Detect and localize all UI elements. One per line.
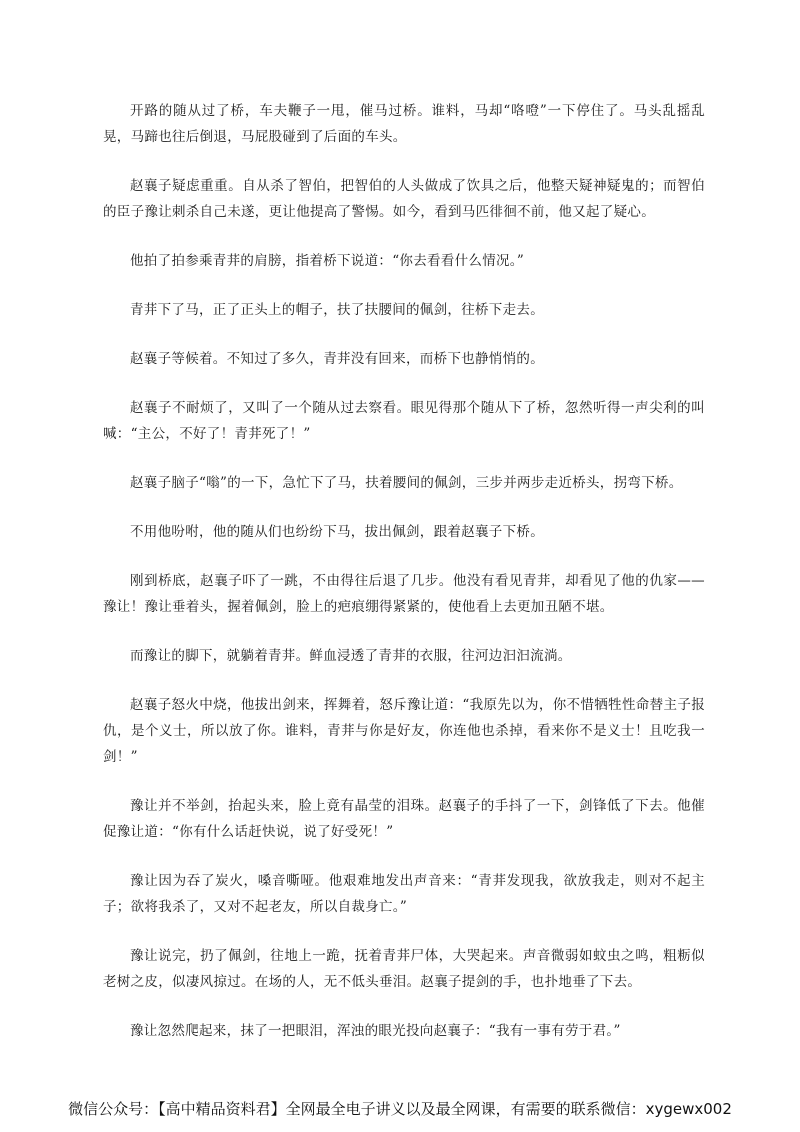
paragraph-7: 赵襄子脑子“嗡”的一下，急忙下了马，扶着腰间的佩剑，三步并两步走近桥头，拐弯下桥。 bbox=[130, 475, 683, 491]
paragraph-10: 而豫让的脚下，就躺着青荓。鲜血浸透了青荓的衣服，往河边汩汩流淌。 bbox=[130, 648, 572, 664]
paragraph-5: 赵襄子等候着。不知过了多久，青荓没有回来，而桥下也静悄悄的。 bbox=[130, 351, 544, 367]
paragraph-9: 刚到桥底，赵襄子吓了一跳，不由得往后退了几步。他没有看见青荓，却看见了他的仇家——豫让！豫让垂着头，握着佩剑，脸上的疤痕绷得紧紧的，使他看上去更加丑陋不堪。 bbox=[103, 573, 705, 615]
paragraph-15: 豫让忽然爬起来，抹了一把眼泪，浑浊的眼光投向赵襄子：“我有一事有劳于君。” bbox=[130, 1023, 621, 1039]
paragraph-8: 不用他吩咐，他的随从们也纷纷下马，拔出佩剑，跟着赵襄子下桥。 bbox=[130, 524, 544, 540]
paragraph-14: 豫让说完，扔了佩剑，往地上一跪，抚着青荓尸体，大哭起来。声音微弱如蚊虫之鸣，粗粝似老树之皮，似凄风掠过。在场的人，无不低头垂泪。赵襄子提剑的手，也扑地垂了下去。 bbox=[103, 948, 705, 990]
footer-watermark-text: 微信公众号：【高中精品资料君】全网最全电子讲义以及最全网课，有需要的联系微信：xygewx002 bbox=[68, 1100, 732, 1118]
paragraph-11: 赵襄子怒火中烧，他拔出剑来，挥舞着，怒斥豫让道：“我原先以为，你不惜牺牲性命替主子报仇，是个义士，所以放了你。谁料，青荓与你是好友，你连他也杀掉，看来你不是义士！且吃我一剑！” bbox=[103, 697, 705, 765]
paragraph-2: 赵襄子疑虑重重。自从杀了智伯，把智伯的人头做成了饮具之后，他整天疑神疑鬼的；而智伯的臣子豫让刺杀自己未遂，更让他提高了警惕。如今，看到马匹徘徊不前，他又起了疑心。 bbox=[103, 178, 705, 220]
paragraph-4: 青荓下了马，正了正头上的帽子，扶了扶腰间的佩剑，往桥下走去。 bbox=[130, 302, 544, 318]
story-body bbox=[103, 98, 705, 1044]
paragraph-13: 豫让因为吞了炭火，嗓音嘶哑。他艰难地发出声音来：“青荓发现我，欲放我走，则对不起主子；欲将我杀了，又对不起老友，所以自裁身亡。” bbox=[103, 873, 705, 915]
paragraph-1: 开路的随从过了桥，车夫鞭子一甩，催马过桥。谁料，马却“咯噔”一下停住了。马头乱摇乱晃，马蹄也往后倒退，马屁股碰到了后面的车头。 bbox=[103, 103, 705, 145]
paragraph-6: 赵襄子不耐烦了，又叫了一个随从过去察看。眼见得那个随从下了桥，忽然听得一声尖利的叫喊：“主公，不好了！青荓死了！” bbox=[103, 400, 705, 442]
paragraph-12: 豫让并不举剑，抬起头来，脸上竟有晶莹的泪珠。赵襄子的手抖了一下，剑锋低了下去。他催促豫让道：“你有什么话赶快说，说了好受死！” bbox=[103, 798, 705, 840]
paragraph-3: 他拍了拍参乘青荓的肩膀，指着桥下说道：“你去看看什么情况。” bbox=[130, 253, 525, 269]
